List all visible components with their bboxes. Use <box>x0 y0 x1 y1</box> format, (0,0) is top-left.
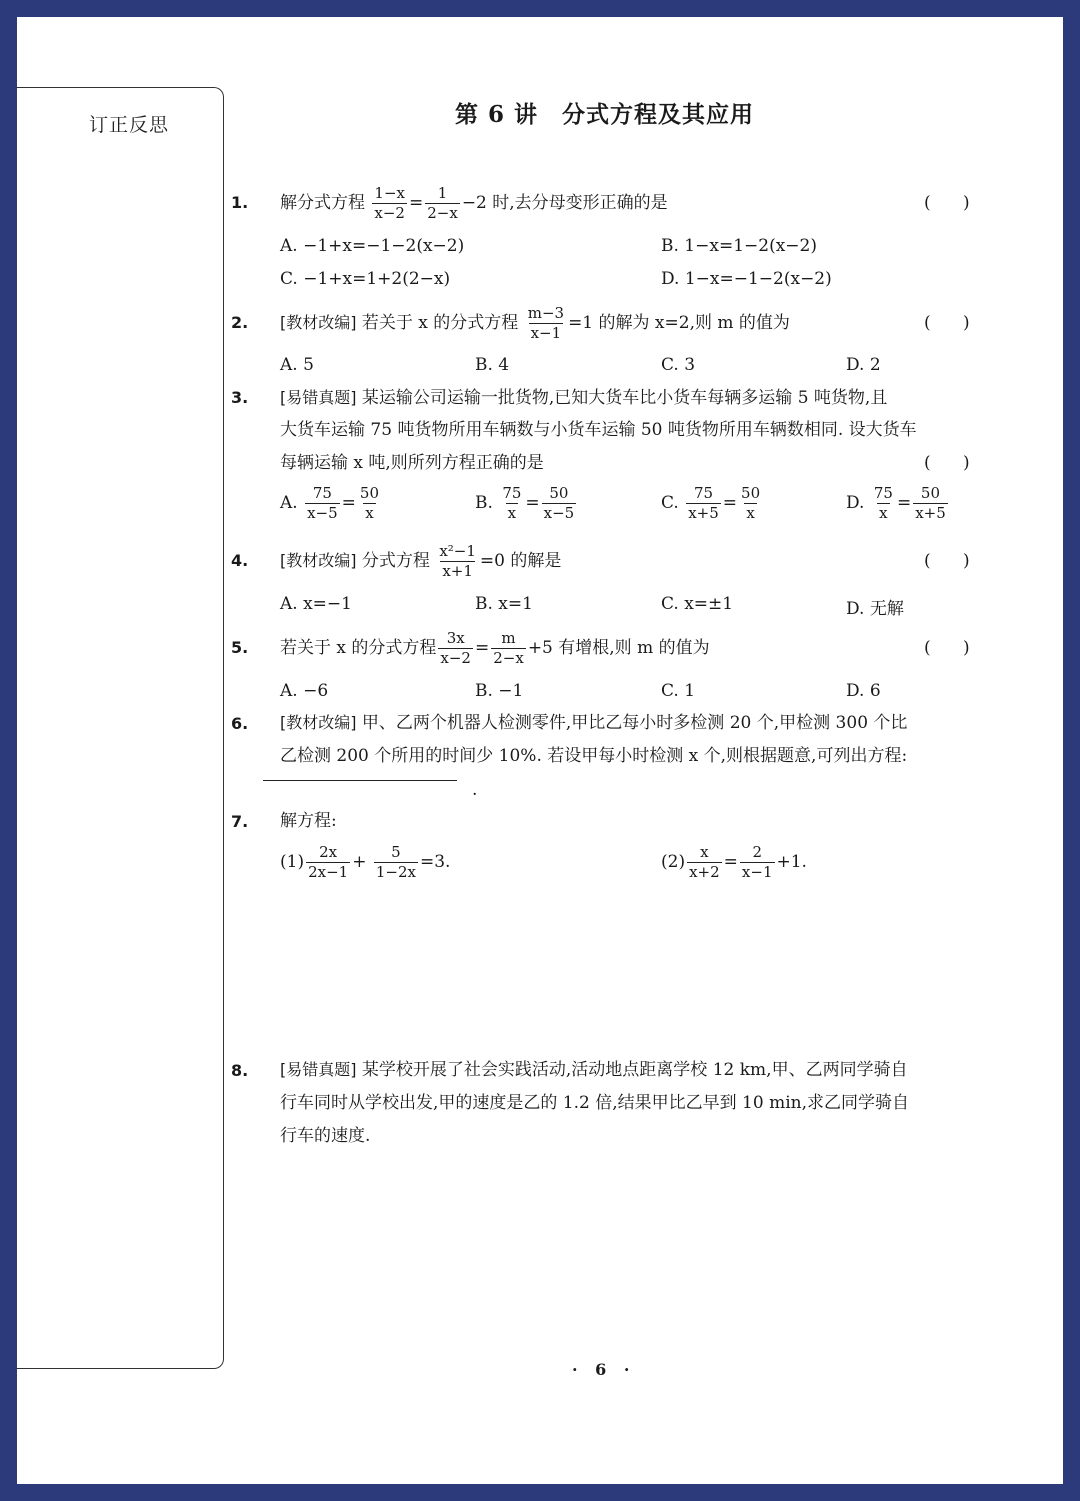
option-b: B. 1−x=1−2(x−2) <box>661 236 817 256</box>
answer-parentheses: ( ) <box>924 453 970 473</box>
question-8-line-1: [易错真题] 某学校开展了社会实践活动,活动地点距离学校 12 km,甲、乙两同学骑自 <box>280 1060 908 1080</box>
equation-1: (1) $\frac{2x}{2x-1}$ + $\frac{5}{1-2x}$ =3. <box>280 843 451 881</box>
question-5-stem: 若关于 x 的分式方程 $\frac{3x}{x-2}$ = $\frac{m}{2-x}$ +5 有增根,则 m 的值为 <box>280 629 710 667</box>
question-6-line-1: [教材改编] 甲、乙两个机器人检测零件,甲比乙每小时多检测 20 个,甲检测 300 个比 <box>280 713 908 733</box>
fraction: $\frac{m}{2-x}$ <box>493 629 524 667</box>
fraction: $\frac{m-3}{x-1}$ <box>527 304 565 342</box>
question-2-stem: [教材改编] 若关于 x 的分式方程 $\frac{m-3}{x-1}$ =1 的解为 x=2,则 m 的值为 <box>280 304 790 342</box>
answer-parentheses: ( ) <box>924 638 970 658</box>
question-number: 7. <box>231 812 249 831</box>
option-d: D. 6 <box>846 681 881 701</box>
option-d: D. 2 <box>846 355 881 375</box>
question-8-line-3: 行车的速度. <box>280 1126 371 1146</box>
option-c: C. 3 <box>661 355 696 375</box>
question-number: 1. <box>231 193 249 212</box>
lesson-number: 第 6 讲 <box>455 101 539 128</box>
option-b: B. −1 <box>475 681 524 701</box>
option-b: B. x=1 <box>475 594 533 614</box>
option-c: C. −1+x=1+2(2−x) <box>280 269 451 289</box>
option-b: B. 4 <box>475 355 510 375</box>
question-1-stem: 解分式方程 $\frac{1-x}{x-2}$ = $\frac{1}{2-x}$ −2 时,去分母变形正确的是 <box>280 184 668 222</box>
option-d: D. 1−x=−1−2(x−2) <box>661 269 832 289</box>
question-8-line-2: 行车同时从学校出发,甲的速度是乙的 1.2 倍,结果甲比乙早到 10 min,求乙同学骑自 <box>280 1093 909 1113</box>
fraction: $\frac{1-x}{x-2}$ <box>374 184 405 222</box>
option-d: D. 无解 <box>846 599 904 619</box>
option-a: A. −1+x=−1−2(x−2) <box>280 236 465 256</box>
answer-blank[interactable] <box>263 780 457 781</box>
question-number: 6. <box>231 714 249 733</box>
correction-sidebar <box>17 87 224 1369</box>
question-number: 3. <box>231 388 249 407</box>
option-b: B. $\frac{75}{x}$ = $\frac{50}{x-5}$ <box>475 484 575 522</box>
equation-2: (2) $\frac{x}{x+2}$ = $\frac{2}{x-1}$ +1. <box>661 843 807 881</box>
question-3-line-3: 每辆运输 x 吨,则所列方程正确的是 <box>280 453 544 473</box>
option-a: A. 5 <box>280 355 314 375</box>
question-number: 5. <box>231 638 249 657</box>
option-a: A. $\frac{75}{x-5}$ = $\frac{50}{x}$ <box>280 484 380 522</box>
question-3-line-2: 大货车运输 75 吨货物所用车辆数与小货车运输 50 吨货物所用车辆数相同. 设大货车 <box>280 420 917 440</box>
lesson-title <box>455 96 754 129</box>
option-c: C. $\frac{75}{x+5}$ = $\frac{50}{x}$ <box>661 484 761 522</box>
question-6-end: . <box>472 780 478 800</box>
option-c: C. x=±1 <box>661 594 734 614</box>
option-c: C. 1 <box>661 681 696 701</box>
question-number: 4. <box>231 551 249 570</box>
question-3-line-1: [易错真题] 某运输公司运输一批货物,已知大货车比小货车每辆多运输 5 吨货物,且 <box>280 388 888 408</box>
option-a: A. −6 <box>280 681 329 701</box>
fraction: $\frac{\text{x²−1}}{x+1}$ <box>439 542 476 580</box>
question-6-line-2: 乙检测 200 个所用的时间少 10%. 若设甲每小时检测 x 个,则根据题意,可列出方程: <box>280 746 908 766</box>
question-7-stem: 解方程: <box>280 811 337 831</box>
question-4-stem: [教材改编] 分式方程 $\frac{\text{x²−1}}{x+1}$ =0 的解是 <box>280 542 562 580</box>
question-number: 2. <box>231 313 249 332</box>
page-number: · 6 · <box>572 1360 636 1379</box>
sidebar-title: 订正反思 <box>89 114 170 136</box>
option-d: D. $\frac{75}{x}$ = $\frac{50}{x+5}$ <box>846 484 946 522</box>
option-a: A. x=−1 <box>280 594 352 614</box>
lesson-name: 分式方程及其应用 <box>562 101 755 128</box>
answer-parentheses: ( ) <box>924 193 970 213</box>
answer-parentheses: ( ) <box>924 313 970 333</box>
answer-parentheses: ( ) <box>924 551 970 571</box>
question-number: 8. <box>231 1061 249 1080</box>
fraction: $\frac{1}{2-x}$ <box>427 184 458 222</box>
fraction: $\frac{3x}{x-2}$ <box>440 629 471 667</box>
